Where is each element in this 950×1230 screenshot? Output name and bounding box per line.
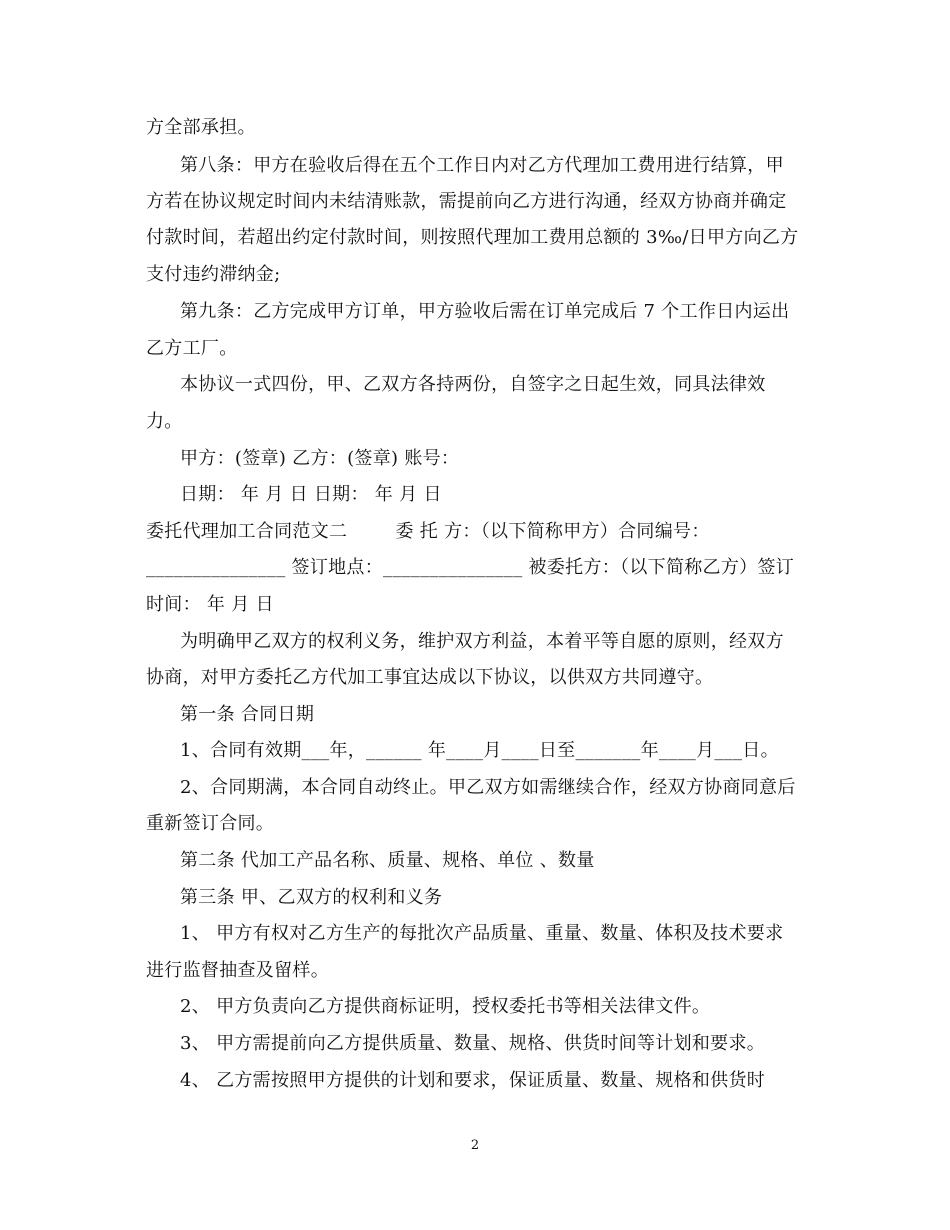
text-line: 时间： 年 月 日 [146, 594, 274, 615]
text-line: 乙方工厂。 [146, 338, 238, 359]
text-line: 甲方：(签章) 乙方：(签章) 账号： [180, 448, 460, 469]
text-line: 支付违约滞纳金; [146, 264, 281, 285]
text-line: 日期： 年 月 日 日期： 年 月 日 [180, 484, 442, 505]
text-line: 第二条 代加工产品名称、质量、规格、单位 、数量 [180, 850, 595, 871]
text-line: 第三条 甲、乙双方的权利和义务 [180, 887, 443, 908]
text-line: 方全部承担。 [146, 117, 256, 138]
text-line: 委托代理加工合同范文二 委 托 方：（以下简称甲方）合同编号： [146, 521, 710, 542]
text-line: 为明确甲乙双方的权利义务，维护双方利益，本着平等自愿的原则，经双方 [180, 631, 784, 652]
text-line: 1、合同有效期___年，______ 年____月____日至_______年____月___日。 [180, 740, 779, 761]
text-line: 付款时间，若超出约定付款时间，则按照代理加工费用总额的 3‰/日甲方向乙方 [146, 227, 799, 248]
text-line: 力。 [146, 411, 183, 432]
text-line: 第一条 合同日期 [180, 704, 315, 725]
text-line: 2、 甲方负责向乙方提供商标证明，授权委托书等相关法律文件。 [180, 996, 711, 1017]
text-line: _______________ 签订地点：_______________ 被委托方：（以下简称乙方）签订 [146, 557, 795, 578]
text-line: 第九条：乙方完成甲方订单，甲方验收后需在订单完成后 7 个工作日内运出 [180, 301, 790, 322]
text-line: 协商，对甲方委托乙方代加工事宜达成以下协议，以供双方共同遵守。 [146, 667, 714, 688]
text-line: 第八条：甲方在验收后得在五个工作日内对乙方代理加工费用进行结算，甲 [180, 155, 784, 176]
text-line: 1、 甲方有权对乙方生产的每批次产品质量、重量、数量、体积及技术要求 [180, 923, 784, 944]
page-number: 2 [470, 1138, 480, 1153]
text-line: 本协议一式四份，甲、乙双方各持两份，自签字之日起生效，同具法律效 [180, 374, 766, 395]
text-line: 3、 甲方需提前向乙方提供质量、数量、规格、供货时间等计划和要求。 [180, 1033, 766, 1054]
text-line: 重新签订合同。 [146, 813, 275, 834]
text-line: 进行监督抽查及留样。 [146, 960, 329, 981]
text-line: 方若在协议规定时间内未结清账款，需提前向乙方进行沟通，经双方协商并确定 [146, 191, 787, 212]
text-line: 4、 乙方需按照甲方提供的计划和要求，保证质量、数量、规格和供货时 [180, 1070, 766, 1091]
text-line: 2、合同期满，本合同自动终止。甲乙双方如需继续合作，经双方协商同意后 [180, 777, 796, 798]
